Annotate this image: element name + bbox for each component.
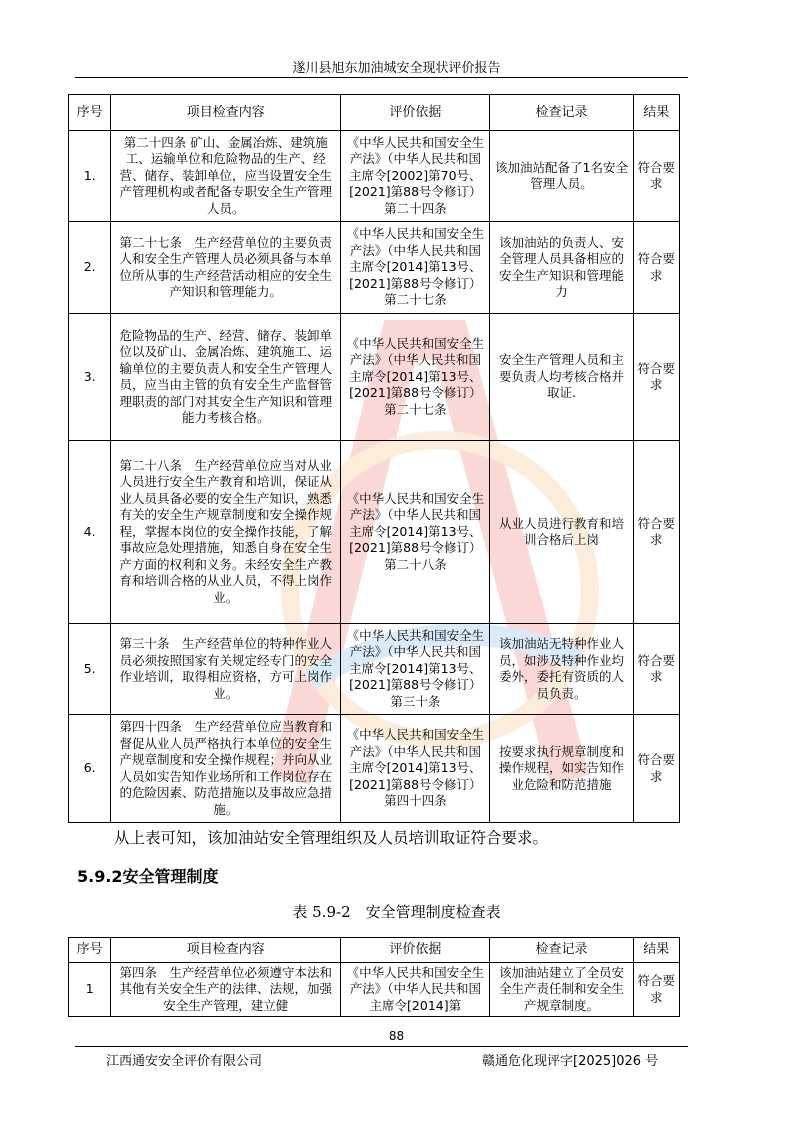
header-record: 检查记录	[490, 95, 633, 131]
row-content: 第二十四条 矿山、金属冶炼、建筑施工、运输单位和危险物品的生产、经营、储存、装卸单位，应当设置安全生产管理机构或者配备专职安全生产管理人员。	[111, 131, 341, 222]
row-num: 2.	[69, 222, 111, 314]
header-content: 项目检查内容	[111, 95, 341, 131]
row-basis: 《中华人民共和国安全生产法》（中华人民共和国主席令[2014]第13号、[2021]第88号令修订）第二十七条	[341, 222, 490, 314]
row-result: 符合要求	[633, 131, 679, 222]
table-header-row	[69, 938, 680, 963]
section-heading: 5.9.2安全管理制度	[77, 867, 219, 886]
row-result: 符合要求	[633, 715, 679, 823]
row-basis: 《中华人民共和国安全生产法》（中华人民共和国主席令[2002]第70号、[2021]第88号令修订）第二十四条	[341, 131, 490, 222]
row-num: 3.	[69, 314, 111, 441]
row-result: 符合要求	[633, 963, 679, 1017]
table-row	[69, 441, 680, 624]
table-header-row	[69, 95, 680, 131]
row-basis: 《中华人民共和国安全生产法》（中华人民共和国主席令[2014]第13号、[2021]第88号令修订）第二十八条	[341, 441, 490, 624]
row-record: 安全生产管理人员和主要负责人均考核合格并取证.	[490, 314, 633, 441]
row-basis: 《中华人民共和国安全生产法》（中华人民共和国主席令[2014]第13号、[2021]第88号令修订）第三十条	[341, 624, 490, 715]
row-result: 符合要求	[633, 624, 679, 715]
table-caption: 表 5.9-2 安全管理制度检查表	[292, 903, 501, 921]
management-system-check-table	[68, 937, 680, 1017]
header-rule	[75, 77, 688, 78]
summary-paragraph: 从上表可知，该加油站安全管理组织及人员培训取证符合要求。	[114, 829, 549, 847]
header-record: 检查记录	[490, 938, 633, 963]
footer-rule	[75, 1046, 688, 1047]
header-basis: 评价依据	[341, 95, 490, 131]
row-num: 1	[69, 963, 111, 1017]
row-basis: 《中华人民共和国安全生产法》（中华人民共和国主席令[2014]第13号、[2021]第88号令修订）第四十四条	[341, 715, 490, 823]
row-content: 第二十八条 生产经营单位应当对从业人员进行安全生产教育和培训，保证从业人员具备必要的安全生产知识，熟悉有关的安全生产规章制度和安全操作规程，掌握本岗位的安全操作技能，了解事故应急处理措施，知悉自身在安全生产方面的权利和义务。未经安全生产教育和培训合格的从业人员，不得上岗作业。	[111, 441, 341, 624]
footer-company: 江西通安安全评价有限公司	[106, 1054, 263, 1069]
row-content: 危险物品的生产、经营、储存、装卸单位以及矿山、金属冶炼、建筑施工、运输单位的主要负责人和安全生产管理人员，应当由主管的负有安全生产监督管理职责的部门对其安全生产知识和管理能力考核合格。	[111, 314, 341, 441]
page-header-title: 遂川县旭东加油城安全现状评价报告	[292, 61, 501, 76]
row-basis: 《中华人民共和国安全生产法》（中华人民共和国主席令[2014]第13号、[2021]第88号令修订）第二十七条	[341, 314, 490, 441]
row-record: 该加油站配备了1名安全管理人员。	[490, 131, 633, 222]
row-result: 符合要求	[633, 222, 679, 314]
row-result: 符合要求	[633, 314, 679, 441]
row-num: 1.	[69, 131, 111, 222]
row-content: 第四条 生产经营单位必须遵守本法和其他有关安全生产的法律、法规，加强安全生产管理，建立健	[111, 963, 341, 1017]
header-content: 项目检查内容	[111, 938, 341, 963]
row-record: 该加油站无特种作业人员，如涉及特种作业均委外，委托有资质的人员负责。	[490, 624, 633, 715]
table-row	[69, 314, 680, 441]
row-record: 从业人员进行教育和培训合格后上岗	[490, 441, 633, 624]
row-num: 6.	[69, 715, 111, 823]
table-row	[69, 131, 680, 222]
table-row	[69, 715, 680, 823]
row-num: 5.	[69, 624, 111, 715]
row-num: 4.	[69, 441, 111, 624]
row-content: 第四十四条 生产经营单位应当教育和督促从业人员严格执行本单位的安全生产规章制度和安全操作规程；并向从业人员如实告知作业场所和工作岗位存在的危险因素、防范措施以及事故应急措施。	[111, 715, 341, 823]
page-number: 88	[388, 1029, 405, 1043]
header-result: 结果	[633, 95, 679, 131]
row-basis: 《中华人民共和国安全生产法》（中华人民共和国主席令[2014]第	[341, 963, 490, 1017]
table-row	[69, 624, 680, 715]
row-record: 该加油站的负责人、安全管理人员具备相应的安全生产知识和管理能力	[490, 222, 633, 314]
header-num: 序号	[69, 938, 111, 963]
row-record: 按要求执行规章制度和操作规程，如实告知作业危险和防范措施	[490, 715, 633, 823]
header-result: 结果	[633, 938, 679, 963]
header-num: 序号	[69, 95, 111, 131]
footer-report-number: 赣通危化现评字[2025]026 号	[482, 1054, 659, 1069]
table-row	[69, 222, 680, 314]
row-content: 第二十七条 生产经营单位的主要负责人和安全生产管理人员必须具备与本单位所从事的生产经营活动相应的安全生产知识和管理能力。	[111, 222, 341, 314]
personnel-check-table	[68, 94, 680, 823]
row-result: 符合要求	[633, 441, 679, 624]
row-content: 第三十条 生产经营单位的特种作业人员必须按照国家有关规定经专门的安全作业培训，取得相应资格，方可上岗作业。	[111, 624, 341, 715]
row-record: 该加油站建立了全员安全生产责任制和安全生产规章制度。	[490, 963, 633, 1017]
table-row	[69, 963, 680, 1017]
header-basis: 评价依据	[341, 938, 490, 963]
